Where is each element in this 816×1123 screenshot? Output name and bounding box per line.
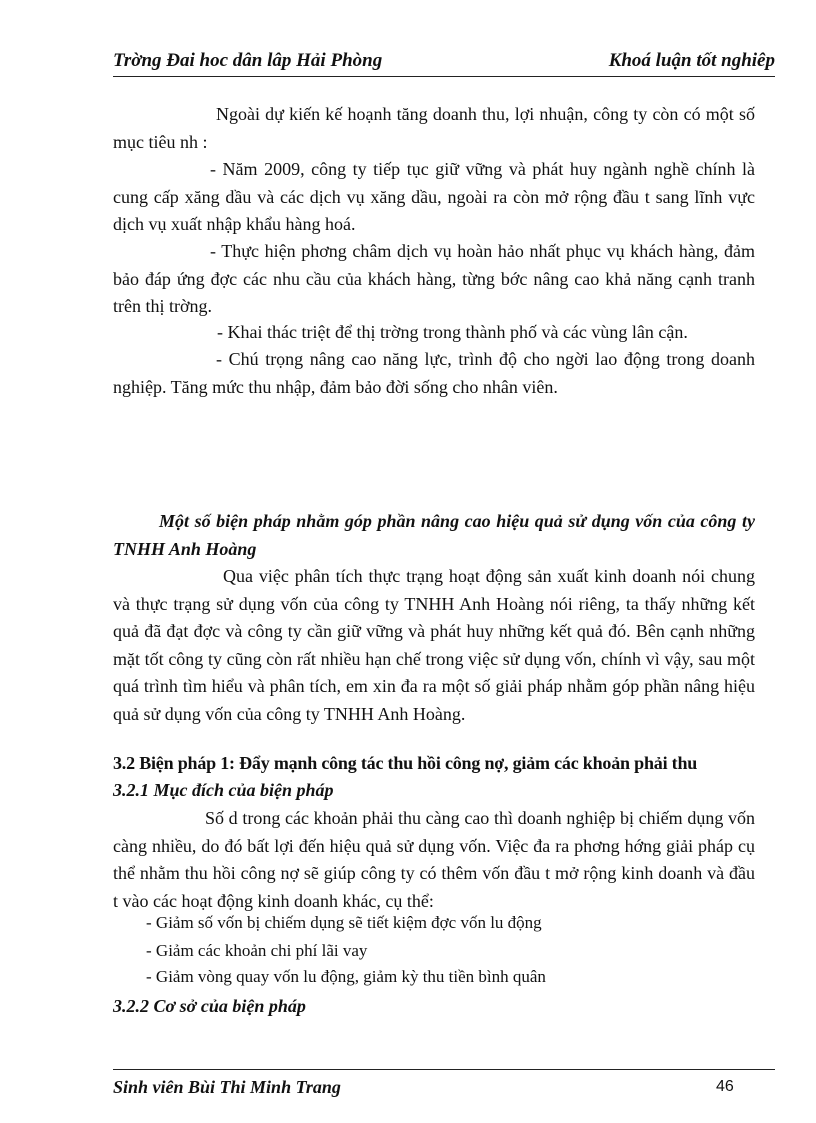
footer-rule [113, 1069, 775, 1070]
header-rule [113, 76, 775, 77]
bullet-item-2: - Giảm các khoản chi phí lãi vay [146, 941, 368, 960]
footer-student-name: Sinh viên Bùi Thi Minh Trang [113, 1077, 341, 1097]
section-heading: Một số biện pháp nhằm góp phần nâng cao hiệu quả sử dụng vốn của công ty TNHH Anh Hoàng [113, 511, 755, 559]
analysis-paragraph: Qua việc phân tích thực trạng hoạt động sản xuất kinh doanh nói chung và thực trạng sử dụng vốn của công ty TNHH Anh Hoàng nói riêng, ta thấy những kết quả đã đạt đợc và công ty cần giữ vững và phát huy những kết quả đó. Bên cạnh những mặt tốt công ty cũng còn rất nhiều hạn chế trong việc sử dụng vốn, chính vì vậy, sau một quá trình tìm hiểu và phân tích, em xin đa ra một số giải pháp nhằm góp phần nâng hiệu quả sử dụng vốn của công ty TNHH Anh Hoàng. [113, 566, 755, 724]
goal-paragraph-2: - Thực hiện phơng châm dịch vụ hoàn hảo nhất phục vụ khách hàng, đảm bảo đáp ứng đợc các nhu cầu của khách hàng, từng bớc nâng cao khả năng cạnh tranh trên thị trờng. [113, 241, 755, 316]
purpose-paragraph: Số d trong các khoản phải thu càng cao thì doanh nghiệp bị chiếm dụng vốn càng nhiều, do đó bất lợi đến hiệu quả sử dụng vốn. Việc đa ra phơng hớng giải pháp cụ thể nhằm thu hồi công nợ sẽ giúp công ty có thêm vốn đầu t mở rộng kinh doanh và đầu t vào các hoạt động kinh doanh khác, cụ thể: [113, 808, 755, 911]
heading-3-2: 3.2 Biện pháp 1: Đẩy mạnh công tác thu hồi công nợ, giảm các khoản phải thu [113, 753, 698, 773]
goal-paragraph-1: - Năm 2009, công ty tiếp tục giữ vững và phát huy ngành nghề chính là cung cấp xăng dầu và các dịch vụ xăng dầu, ngoài ra còn mở rộng đầu t sang lĩnh vực dịch vụ xuất nhập khẩu hàng hoá. [113, 159, 755, 234]
header-thesis: Khoá luận tốt nghiêp [608, 50, 775, 71]
goal-paragraph-4: - Chú trọng nâng cao năng lực, trình độ cho ngời lao động trong doanh nghiệp. Tăng mức thu nhập, đảm bảo đời sống cho nhân viên. [113, 349, 755, 397]
goal-paragraph-3: - Khai thác triệt để thị trờng trong thành phố và các vùng lân cận. [217, 322, 688, 342]
intro-paragraph: Ngoài dự kiến kế hoạnh tăng doanh thu, lợi nhuận, công ty còn có một số mục tiêu nh : [113, 104, 755, 152]
bullet-item-1: - Giảm số vốn bị chiếm dụng sẽ tiết kiệm đợc vốn lu động [146, 913, 542, 932]
heading-3-2-2: 3.2.2 Cơ sở của biện pháp [113, 996, 306, 1016]
page-number: 46 [716, 1078, 734, 1095]
heading-3-2-1: 3.2.1 Mục đích của biện pháp [113, 780, 334, 800]
bullet-item-3: - Giảm vòng quay vốn lu động, giảm kỳ thu tiền bình quân [146, 967, 546, 986]
header-school: Trờng Đai hoc dân lâp Hải Phòng [113, 50, 383, 71]
